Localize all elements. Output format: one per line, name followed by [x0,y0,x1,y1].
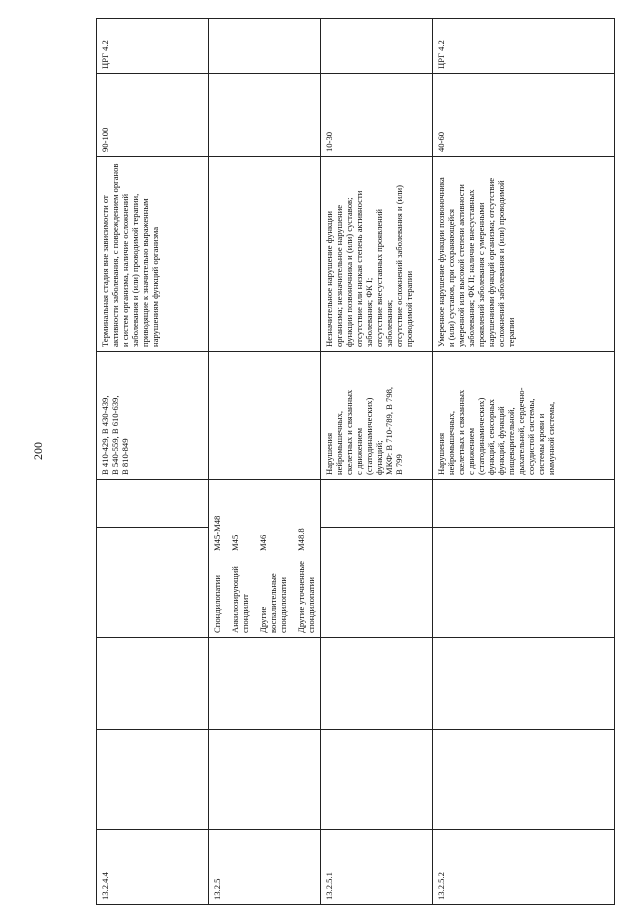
icd-code-cell [433,480,615,528]
empty-cell [433,730,615,830]
condition-line: нейромышечных, [334,410,344,475]
subtype-code: M45 [230,534,240,551]
criteria-cell: ЦРГ 4.2 [97,19,209,74]
condition-line: с движением [466,427,476,475]
condition-line: функций; [374,440,384,475]
condition-line: функций, сенсорных [486,399,496,475]
table-row [97,19,209,905]
description-line: заболевания; [384,299,394,347]
description-cell [321,157,433,352]
conditions-cell [209,352,321,480]
condition-line: пищеварительной, [506,407,516,475]
empty-cell [97,638,209,730]
condition-line: Нарушения [436,432,446,475]
description-cell [433,157,615,352]
condition-line: скелетных и связанных [456,389,466,475]
condition-line: дыхательной, сердечно- [516,387,526,475]
table-row [433,19,615,905]
page-number: 200 [31,442,45,460]
criteria-cell [209,19,321,74]
icd-code-cell [321,480,433,528]
table-row [209,19,321,905]
description-line: умеренной или высокой степени активности [456,184,466,347]
description-line: заболевания; ФК I; [364,277,374,347]
description-line: Незначительное нарушение функции [324,211,334,347]
subtypes-cell [97,528,209,638]
empty-cell [321,730,433,830]
empty-cell [433,638,615,730]
subtype-name: Спондилопатии [212,575,222,633]
criteria-table [96,18,615,905]
empty-cell [321,638,433,730]
subtype-code: M46 [258,534,268,551]
description-line: Умеренное нарушение функции позвоночника [436,177,446,347]
criteria-cell: ЦРГ 4.2 [433,19,615,74]
condition-line: системы крови и [536,413,546,475]
condition-line: (статодинамических) [476,397,486,475]
description-line: отсутствие внесуставных проявлений [374,209,384,347]
condition-line: функций, функций [496,406,506,475]
empty-cell [97,730,209,830]
condition-line: с движением [354,427,364,475]
conditions-cell [433,352,615,480]
conditions-cell [97,352,209,480]
percent-cell [209,74,321,157]
criteria-cell [321,19,433,74]
percent-cell: 10-30 [321,74,433,157]
description-line: проявлений заболевания с умеренными [476,202,486,347]
description-line: отсутствие осложнений заболевания и (или) [394,185,404,347]
icd-code-cell [97,480,209,528]
condition-line: В 410-429, В 430-439, [100,395,110,475]
condition-line: В 810-849 [120,438,130,475]
subtypes-cell [321,528,433,638]
subtypes-cell [433,528,615,638]
subtype-name: Анкилозирующий спондилит [230,566,250,633]
condition-line: скелетных и связанных [344,389,354,475]
row-code: 13.2.4.4 [97,830,209,905]
condition-line: В 799 [394,454,404,475]
subtype-code: M45-M48 [212,515,222,551]
condition-line: В 540-559, В 610-639, [110,395,120,475]
percent-cell: 40-60 [433,74,615,157]
table-row [321,19,433,905]
condition-line: иммунной системы, [546,401,556,475]
description-line: терапии [506,317,516,347]
empty-cell [209,730,321,830]
subtype-name: Другие уточненные спондилопатии [296,561,316,633]
description-line: осложнений заболевания и (или) проводимой [496,180,506,347]
condition-line: МКФ: В 710-789, В 798, [384,386,394,475]
row-code: 13.2.5.2 [433,830,615,905]
description-line: проводимой терапии [404,270,414,347]
rotated-table-sheet [96,19,614,905]
empty-cell [209,638,321,730]
subtype-code: M48.8 [296,528,306,551]
description-line: функции позвоночника и (или) суставов; [344,197,354,347]
condition-line: (статодинамических) [364,397,374,475]
condition-line: Нарушения [324,432,334,475]
description-cell: Терминальная стадия вне зависимости от активности заболевания, с повреждением органов и систем организма, наличие осложнений заболевания и (или) проводимой терапии, приводящие к значительно выраженным нарушениям функций организма [97,157,209,352]
description-line: отсутствие или низкая степень активности [354,190,364,347]
row-code: 13.2.5.1 [321,830,433,905]
description-cell [209,157,321,352]
subtypes-cell [209,480,321,638]
description-line: и (или) суставов, при сохраняющейся [446,209,456,347]
condition-line: нейромышечных, [446,410,456,475]
row-code: 13.2.5 [209,830,321,905]
description-line: нарушениями функций организма; отсутствие [486,177,496,347]
condition-line: сосудистой системы, [526,398,536,475]
description-line: организма; незначительное нарушение [334,204,344,347]
conditions-cell [321,352,433,480]
description-line: заболевания; ФК II; наличие внесуставных [466,189,476,347]
subtype-name: Другие воспалительные спондилопатии [258,573,288,633]
percent-cell: 90-100 [97,74,209,157]
